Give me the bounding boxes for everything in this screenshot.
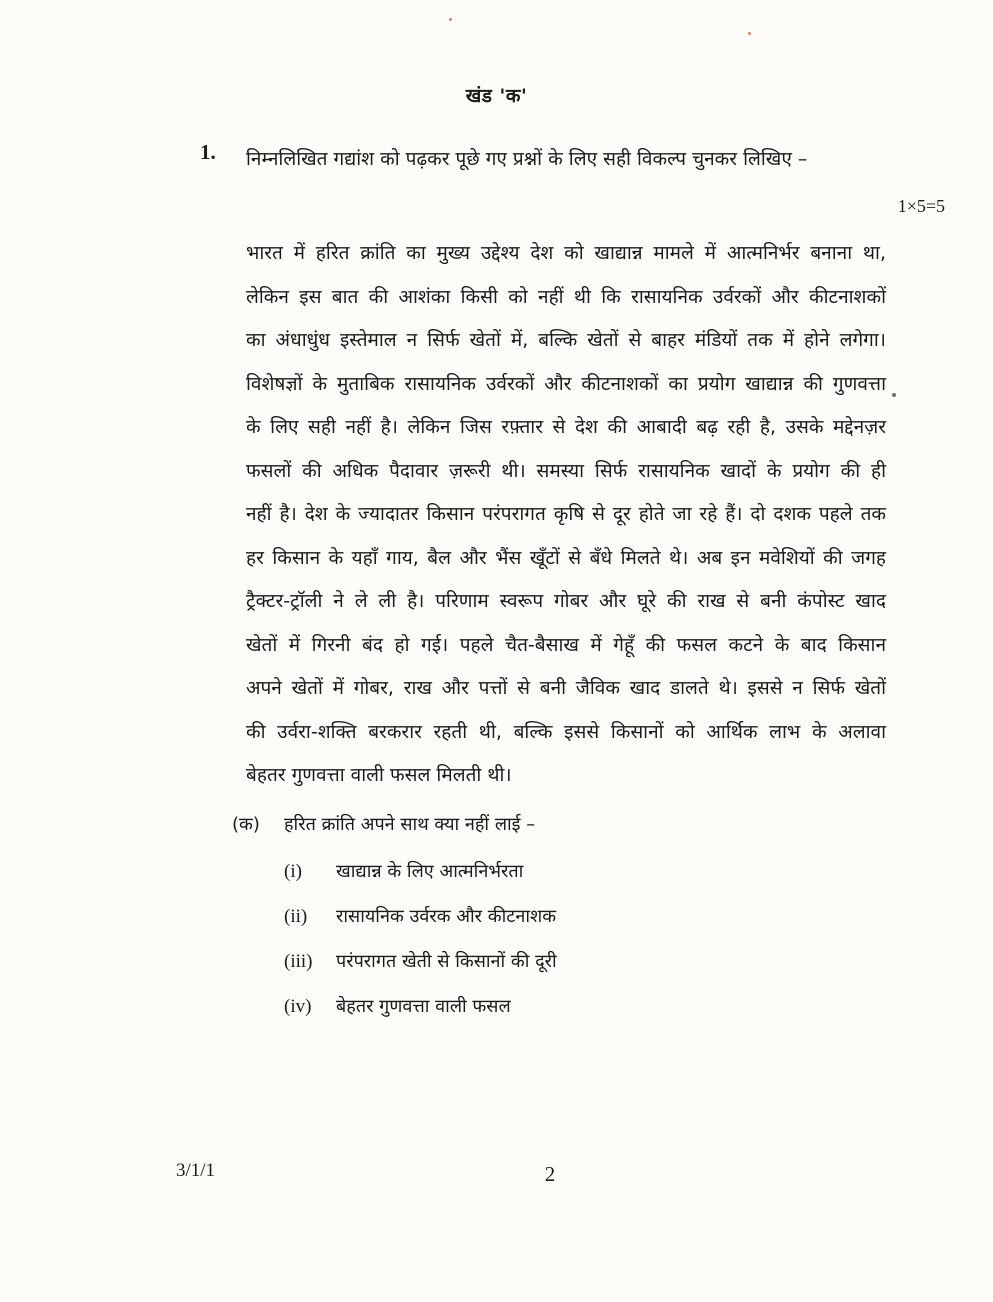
paper-speck bbox=[892, 393, 896, 397]
option-text: परंपरागत खेती से किसानों की दूरी bbox=[336, 951, 557, 972]
option-numeral: (iii) bbox=[284, 951, 313, 972]
option-text: बेहतर गुणवत्ता वाली फसल bbox=[336, 996, 511, 1017]
passage-line: भारत में हरित क्रांति का मुख्य उद्देश्य देश को खाद्यान्न मामले में आत्मनिर्भर बनाना था, bbox=[246, 242, 886, 264]
passage-line: का अंधाधुंध इस्तेमाल न सिर्फ खेतों में, बल्कि खेतों से बाहर मंडियों तक में होने लगेगा। bbox=[246, 329, 886, 351]
option-numeral: (i) bbox=[284, 861, 302, 882]
passage-line: नहीं है। देश के ज्यादातर किसान परंपरागत कृषि से दूर होते जा रहे हैं। दो दशक पहले तक bbox=[246, 503, 886, 525]
option-text: खाद्यान्न के लिए आत्मनिर्भरता bbox=[336, 861, 524, 882]
sub-question bbox=[232, 812, 535, 836]
paper-code: 3/1/1 bbox=[176, 1160, 216, 1181]
marks-allocation: 1×5=5 bbox=[897, 196, 945, 216]
passage-line: अपने खेतों में गोबर, राख और पत्तों से बनी जैविक खाद डालते थे। इससे न सिर्फ खेतों bbox=[246, 677, 886, 699]
option-numeral: (iv) bbox=[284, 996, 312, 1017]
passage bbox=[246, 232, 886, 798]
options-list bbox=[284, 855, 557, 1035]
passage-line: लेकिन इस बात की आशंका किसी को नहीं थी कि रासायनिक उर्वरकों और कीटनाशकों bbox=[246, 285, 886, 308]
sub-question-text: हरित क्रांति अपने साथ क्या नहीं लाई – bbox=[284, 814, 536, 835]
option-item bbox=[284, 945, 557, 990]
passage-line: फसलों की अधिक पैदावार ज़रूरी थी। समस्या सिर्फ रासायनिक खादों के प्रयोग की ही bbox=[246, 459, 886, 482]
option-item bbox=[284, 900, 557, 945]
passage-line: हर किसान के यहाँ गाय, बैल और भैंस खूँटों से बँधे मिलते थे। अब इन मवेशियों की जगह bbox=[246, 546, 886, 569]
option-numeral: (ii) bbox=[284, 906, 308, 927]
passage-line: की उर्वरा-शक्ति बरकरार रहती थी, बल्कि इससे किसानों को आर्थिक लाभ के अलावा bbox=[246, 720, 886, 743]
passage-line: खेतों में गिरनी बंद हो गई। पहले चैत-बैसाख में गेहूँ की फसल कटने के बाद किसान bbox=[246, 633, 886, 656]
page-number: 2 bbox=[544, 1162, 556, 1186]
paper-speck bbox=[449, 18, 452, 21]
option-text: रासायनिक उर्वरक और कीटनाशक bbox=[336, 906, 557, 927]
section-heading: खंड 'क' bbox=[465, 85, 528, 107]
question-number: 1. bbox=[200, 140, 216, 164]
passage-line: के लिए सही नहीं है। लेकिन जिस रफ़्तार से देश की आबादी बढ़ रही है, उसके मद्देनज़र bbox=[246, 416, 886, 438]
option-item bbox=[284, 855, 557, 900]
question-instruction: निम्नलिखित गद्यांश को पढ़कर पूछे गए प्रश्नों के लिए सही विकल्प चुनकर लिखिए – bbox=[246, 148, 808, 170]
sub-question-label: (क) bbox=[232, 814, 260, 835]
passage-line: ट्रैक्टर-ट्रॉली ने ले ली है। परिणाम स्वरूप गोबर और घूरे की राख से बनी कंपोस्ट खाद bbox=[246, 590, 886, 612]
passage-line: बेहतर गुणवत्ता वाली फसल मिलती थी। bbox=[246, 764, 512, 786]
paper-speck bbox=[748, 32, 751, 35]
option-item bbox=[284, 990, 557, 1035]
passage-line: विशेषज्ञों के मुताबिक रासायनिक उर्वरकों और कीटनाशकों का प्रयोग खाद्यान्न की गुणवत्ता bbox=[246, 372, 886, 395]
